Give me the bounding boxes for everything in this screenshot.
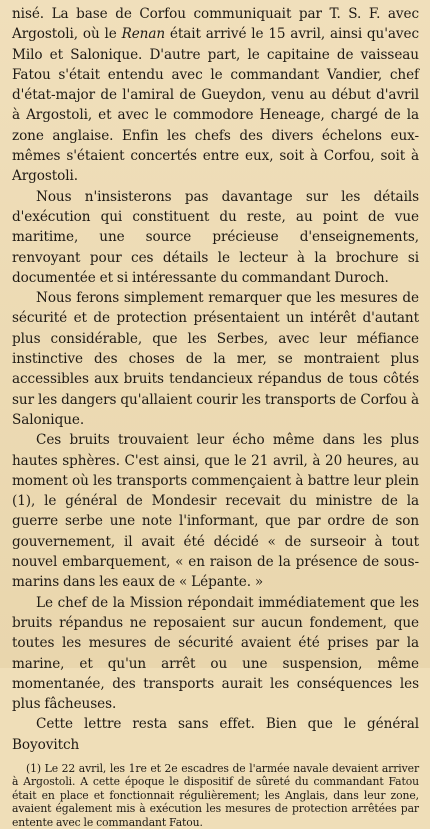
- paragraph: Nous n'insisterons pas davantage sur les détails d'exécution qui constituent du reste, au point de vue maritime, une source précieuse d'enseignements, renvoyant pour ces détails le lecteur à la brochure si documentée et si intéressante du commandant Duroch.: [12, 188, 419, 286]
- paragraph-text: nisé. La base de Corfou communiquait par T. S. F. avec Argostoli, où le: [12, 6, 419, 43]
- paragraph: Cette lettre resta sans effet. Bien que le général Boyovitch: [12, 716, 419, 753]
- paragraph-continuation: [12, 4, 419, 187]
- paragraph: Ces bruits trouvaient leur écho même dans les plus hautes sphères. C'est ainsi, que le 21 avril, à 20 heures, au moment où les transports commençaient à battre leur plein (1), le général de Mondesir recevait du ministre de la guerre serbe une note l'informant, que par ordre de son gouvernement, il avait été décidé « de surseoir à tout nouvel embarquement, « en raison de la présence de sous-marins dans les eaux de « Lépante. »: [12, 432, 419, 591]
- paragraph: Le chef de la Mission répondait immédiatement que les bruits répandus ne reposaient sur aucun fondement, que toutes les mesures de sécurité avaient été prises par la marine, et qu'un arrêt ou une suspension, même momentanée, des transports aurait les conséquences les plus fâcheuses.: [12, 594, 419, 713]
- footnote: [12, 762, 419, 829]
- main-text: [12, 4, 419, 755]
- footnote-text: (1) Le 22 avril, les 1re et 2e escadres de l'armée navale devaient arriver à Argostoli. A cette époque le dispositif de sûreté du commandant Fatou était en place et fonctionnait régulièrement; les Anglais, dans leur zone, avaient également mis à exécution les mesures de protection arrêtées par entente avec le commandant Fatou.: [12, 761, 419, 829]
- paragraph: Nous ferons simplement remarquer que les mesures de sécurité et de protection présentaient un intérêt d'autant plus considérable, que les Serbes, avec leur méfiance instinctive des choses de la mer, se montraient plus accessibles aux bruits tendancieux répandus de tous côtés sur les dangers qu'allaient courir les transports de Corfou à Salonique.: [12, 290, 419, 428]
- paragraph-text: était arrivé le 15 avril, ainsi qu'avec Milo et Salonique. D'autre part, le capitaine de vaisseau Fatou s'était entendu avec le commandant Vandier, chef d'état-major de l'amiral de Gueydon, venu au début d'avril à Argostoli, et avec le commodore Heneage, chargé de la zone anglaise. Enfin les chefs des divers échelons eux-mêmes s'étaient concertés entre eux, soit à Corfou, soit à Argostoli.: [12, 26, 419, 185]
- ship-name: Renan: [121, 26, 166, 43]
